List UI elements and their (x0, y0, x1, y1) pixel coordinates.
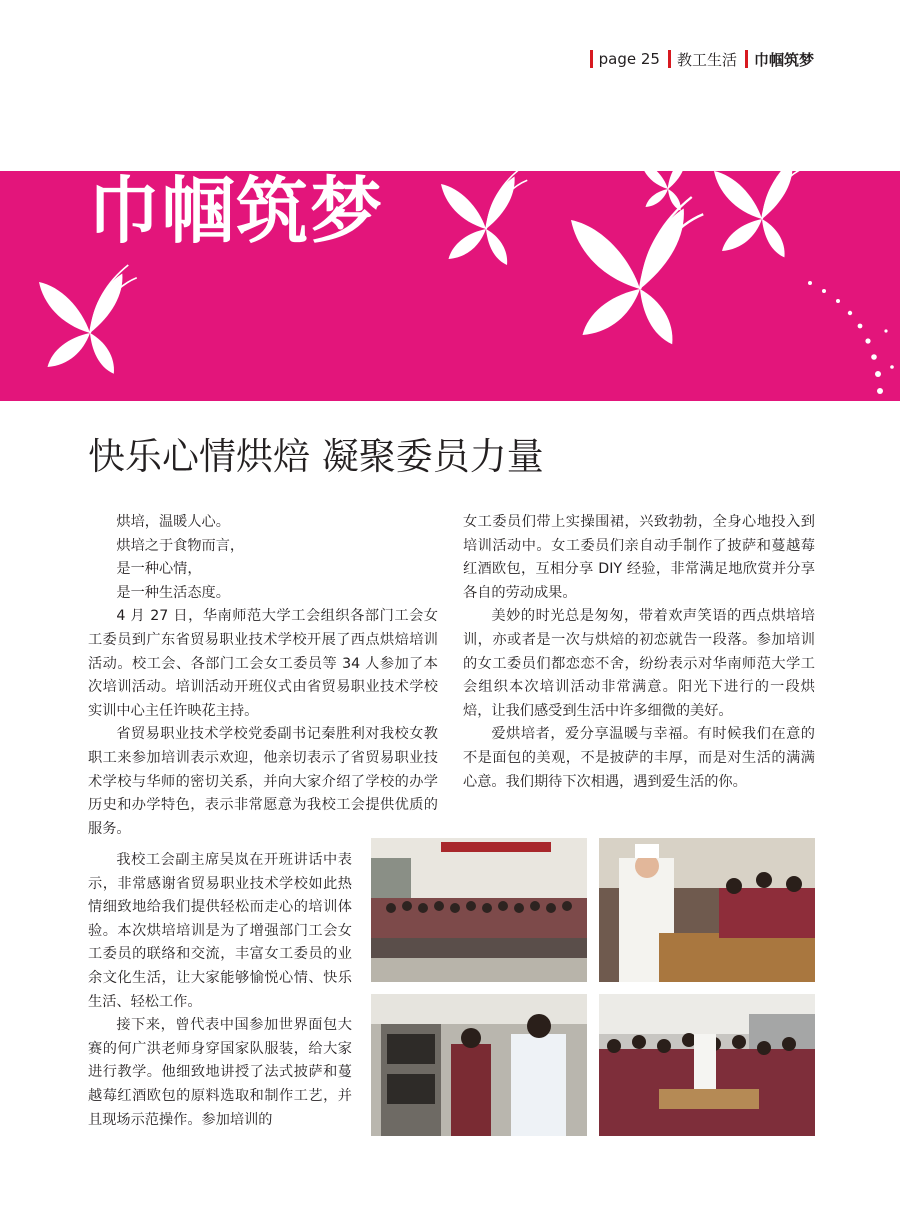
photo-kitchen-group (599, 994, 815, 1136)
paragraph: 我校工会副主席吴岚在开班讲话中表示，非常感谢省贸易职业技术学校如此热情细致地给我们提供轻松而走心的培训体验。本次烘培培训是为了增强部门工会女工委员的联络和交流，丰富女工委员的业余文化生活，让大家能够愉悦心情、快乐生活、轻松工作。 (88, 852, 352, 1010)
article-column-left-bottom (88, 849, 352, 1132)
article-column-right (463, 511, 815, 794)
photo-chef-demo (599, 838, 815, 982)
column-name: 巾帼筑梦 (753, 50, 814, 69)
header-divider (668, 50, 671, 68)
paragraph: 女工委员们带上实操围裙，兴致勃勃，全身心地投入到培训活动中。女工委员们亲自动手制作了披萨和蔓越莓红酒欧包，互相分享 DIY 经验，非常满足地欣赏并分享各自的劳动成果。 (463, 514, 815, 601)
banner-title: 巾帼筑梦 (88, 171, 385, 253)
paragraph: 省贸易职业技术学校党委副书记秦胜利对我校女教职工来参加培训表示欢迎，他亲切表示了省贸易职业技术学校与华师的密切关系，并向大家介绍了学校的办学历史和办学特色，表示非常愿意为我校工会提供优质的服务。 (88, 726, 438, 837)
paragraph: 接下来，曾代表中国参加世界面包大赛的何广洪老师身穿国家队服装，给大家进行教学。他细致地讲授了法式披萨和蔓越莓红酒欧包的原料选取和制作工艺，并且现场示范操作。参加培训的 (88, 1017, 352, 1128)
article-title: 快乐心情烘焙 凝聚委员力量 (88, 435, 544, 478)
page-number: page 25 (598, 50, 660, 68)
title-banner (0, 171, 900, 401)
section-name: 教工生活 (676, 50, 737, 69)
header-divider (745, 50, 748, 68)
paragraph: 美妙的时光总是匆匆，带着欢声笑语的西点烘培培训，亦或者是一次与烘焙的初恋就告一段落。参加培训的女工委员们都恋恋不舍，纷纷表示对华南师范大学工会组织本次培训活动非常满意。阳光下进行的一段烘焙，让我们感受到生活中许多细微的美好。 (463, 608, 815, 719)
photo-group (371, 838, 587, 982)
paragraph: 烘培之于食物而言， (116, 537, 245, 554)
paragraph: 4 月 27 日，华南师范大学工会组织各部门工会女工委员到广东省贸易职业技术学校开展了西点烘焙培训活动。校工会、各部门工会女工委员等 34 人参加了本次培训活动。培训活动开班仪式由省贸易职业技术学校实训中心主任许映花主持。 (88, 608, 438, 719)
paragraph: 烘培，温暖人心。 (116, 514, 230, 530)
paragraph: 是一种生活态度。 (116, 584, 230, 601)
header-divider (590, 50, 593, 68)
paragraph: 是一种心情， (116, 561, 202, 578)
paragraph: 爱烘培者，爱分享温暖与幸福。有时候我们在意的不是面包的美观，不是披萨的丰厚，而是对生活的满满心意。我们期待下次相遇，遇到爱生活的你。 (463, 726, 815, 790)
article-column-left-top (88, 511, 438, 841)
photo-oven (371, 994, 587, 1136)
running-header (590, 48, 814, 70)
